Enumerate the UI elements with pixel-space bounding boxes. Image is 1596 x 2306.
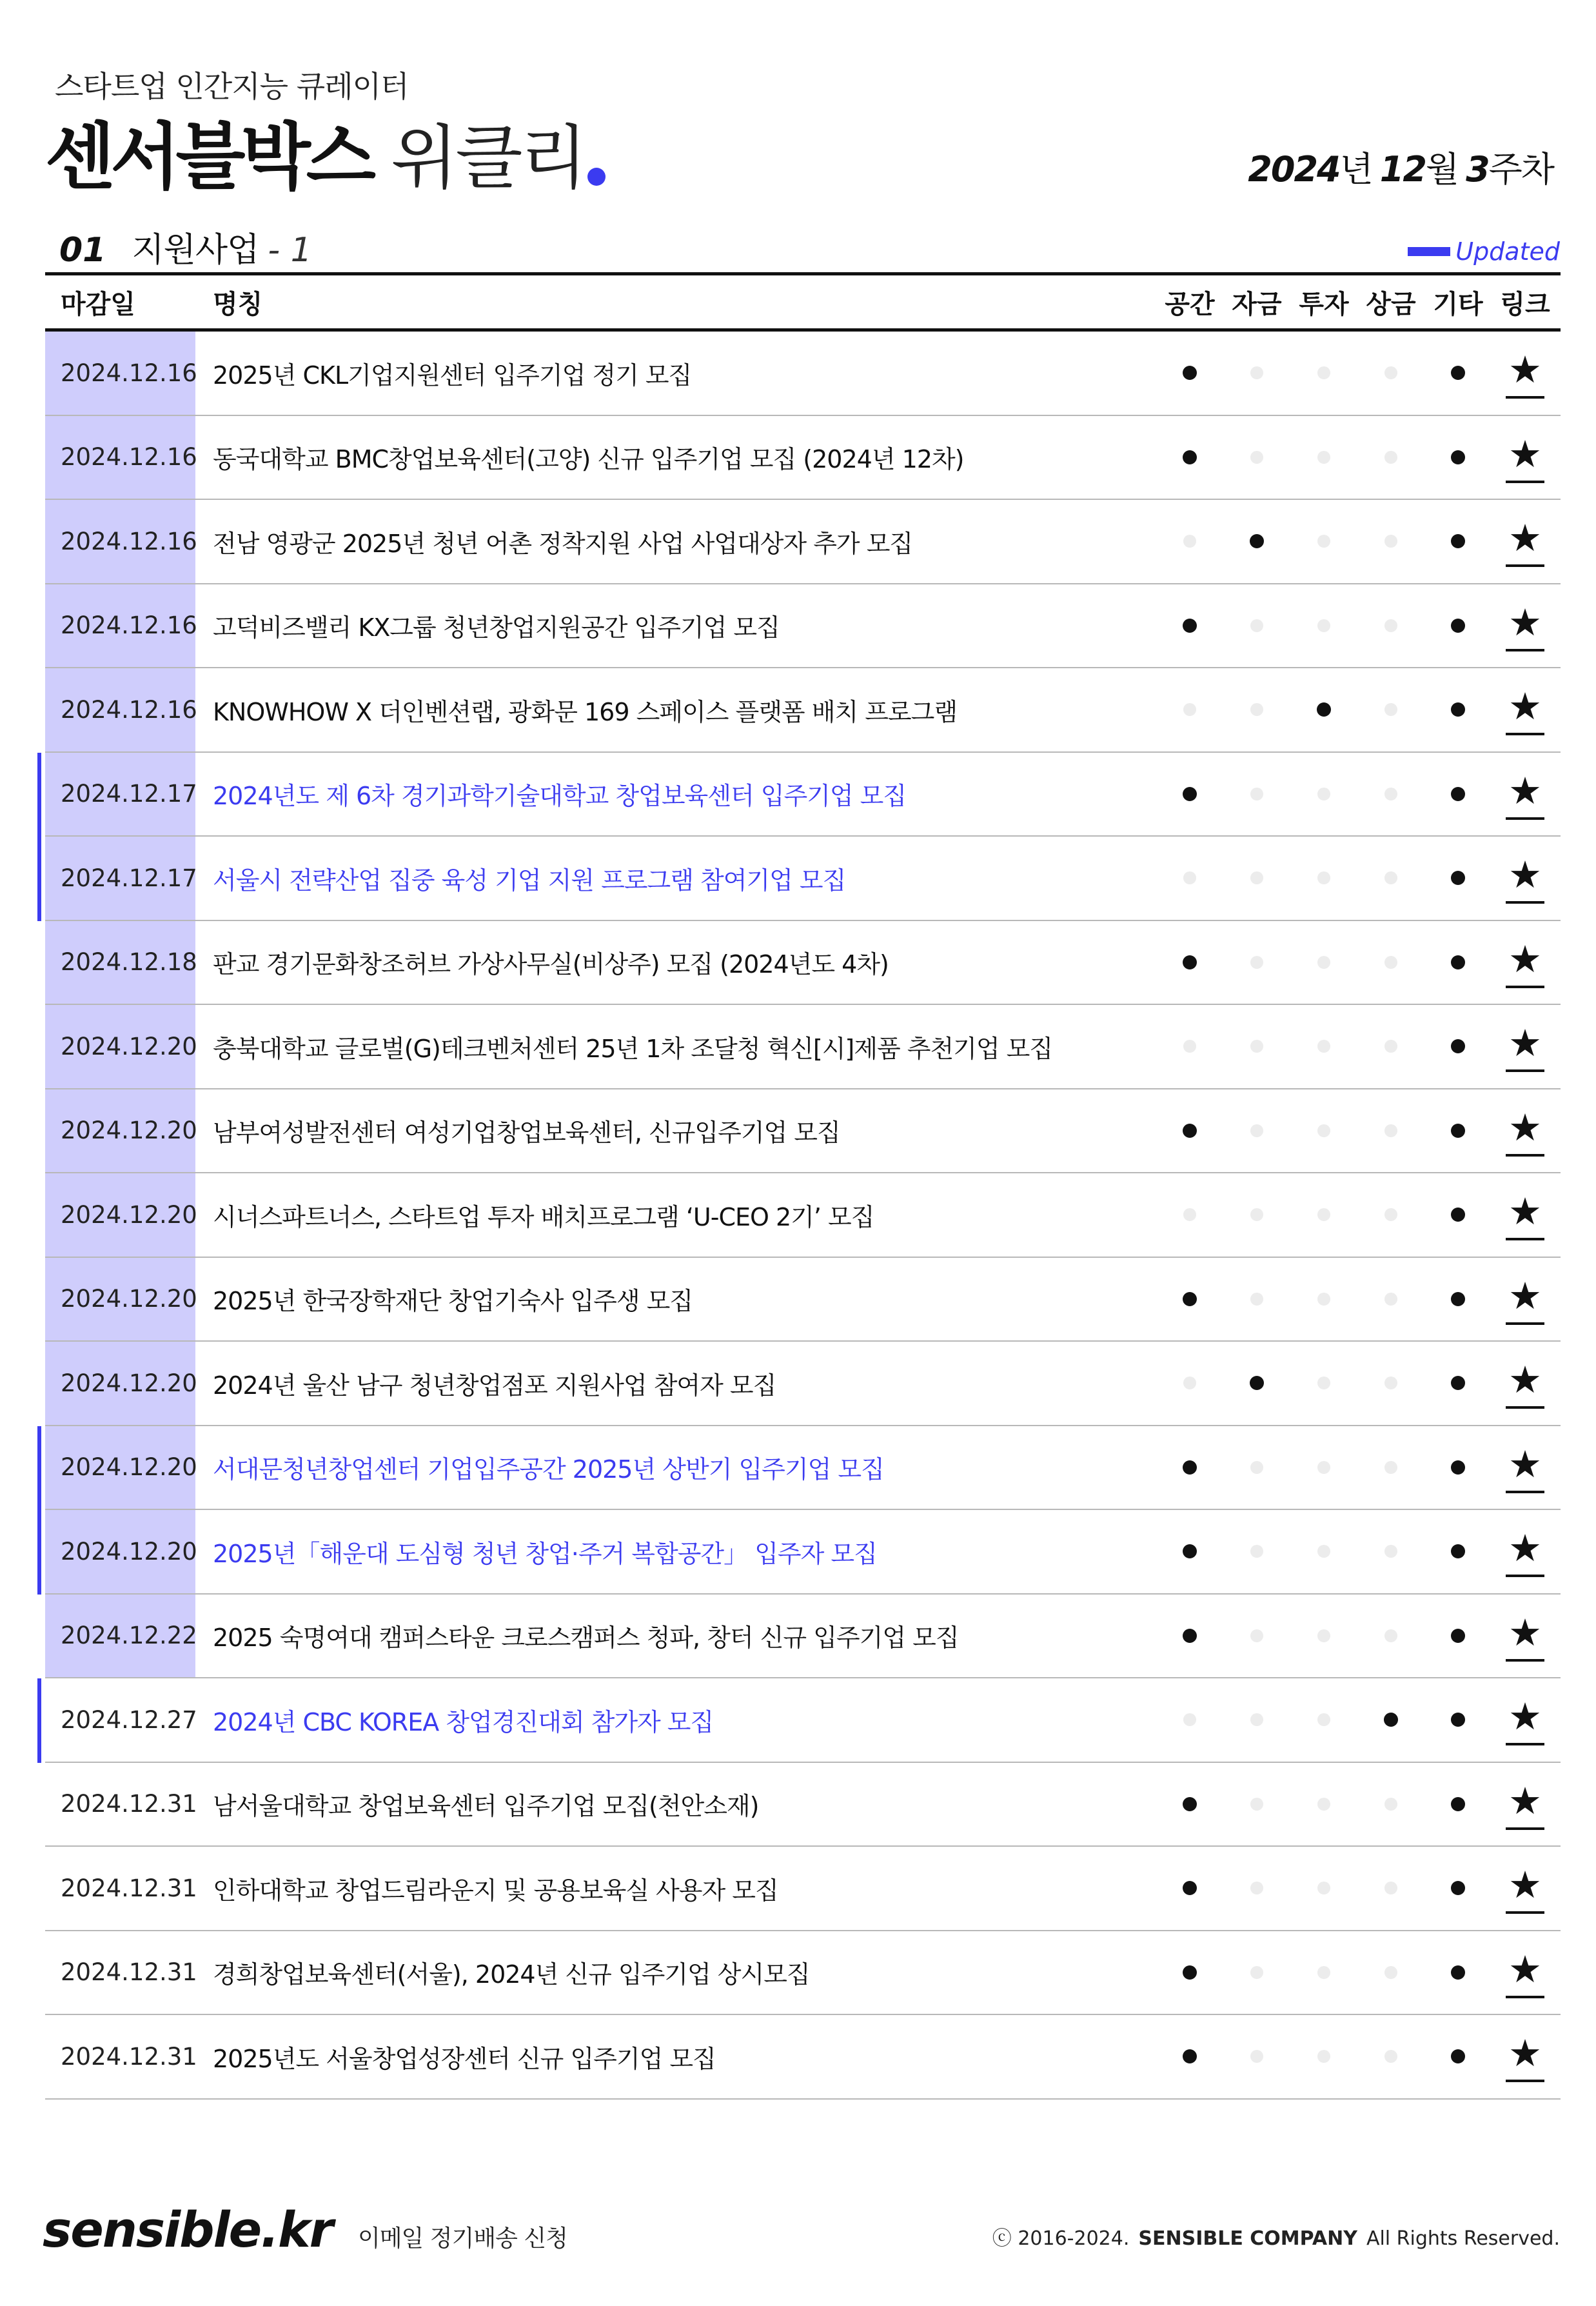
link-star-icon[interactable]: ★ xyxy=(1506,1020,1544,1072)
prize-empty-dot-icon xyxy=(1384,1461,1397,1474)
row-program-name: 2025 숙명여대 캠퍼스타운 크로스캠퍼스 청파, 창터 신규 입주기업 모집 xyxy=(213,1624,959,1653)
invest-empty-dot-icon xyxy=(1317,1966,1330,1979)
row-deadline: 2024.12.16 xyxy=(45,668,195,751)
fund-empty-dot-icon xyxy=(1250,1882,1263,1894)
row-deadline: 2024.12.16 xyxy=(45,416,195,499)
week-number: 3 xyxy=(1466,149,1489,190)
prize-empty-dot-icon xyxy=(1384,366,1397,379)
title-dot-icon xyxy=(587,168,606,186)
title-bold-text: 센서블박스 xyxy=(45,115,371,199)
space-empty-dot-icon xyxy=(1183,1713,1196,1726)
etc-filled-dot-icon xyxy=(1451,2049,1465,2063)
week-year-unit: 년 xyxy=(1339,149,1372,190)
row-program-name: 판교 경기문화창조허브 가상사무실(비상주) 모집 (2024년도 4차) xyxy=(213,950,889,979)
row-program-name: 2024년 CBC KOREA 창업경진대회 참가자 모집 xyxy=(213,1707,714,1736)
invest-empty-dot-icon xyxy=(1317,1040,1330,1053)
link-star-icon[interactable]: ★ xyxy=(1506,1273,1544,1325)
table-row xyxy=(45,2015,1561,2100)
fund-empty-dot-icon xyxy=(1250,1293,1263,1306)
etc-filled-dot-icon xyxy=(1451,702,1465,717)
etc-filled-dot-icon xyxy=(1451,787,1465,801)
row-deadline: 2024.12.22 xyxy=(45,1595,195,1678)
updated-marker xyxy=(37,837,41,921)
row-program-name: 전남 영광군 2025년 청년 어촌 정착지원 사업 사업대상자 추가 모집 xyxy=(213,529,913,558)
prize-empty-dot-icon xyxy=(1384,1293,1397,1306)
week-label xyxy=(1248,142,1553,192)
row-program-name: 2025년도 서울창업성장센터 신규 입주기업 모집 xyxy=(213,2044,716,2073)
prize-empty-dot-icon xyxy=(1384,1545,1397,1558)
space-filled-dot-icon xyxy=(1183,1124,1197,1138)
etc-filled-dot-icon xyxy=(1451,534,1465,548)
invest-empty-dot-icon xyxy=(1317,451,1330,464)
footer-logo[interactable]: sensible.kr xyxy=(43,2201,333,2258)
table-body xyxy=(45,332,1561,2100)
col-space: 공간 xyxy=(1165,289,1215,319)
row-program-name: 2024년도 제 6차 경기과학기술대학교 창업보육센터 입주기업 모집 xyxy=(213,782,907,811)
fund-empty-dot-icon xyxy=(1250,2050,1263,2063)
row-program-name: 서울시 전략산업 집중 육성 기업 지원 프로그램 참여기업 모집 xyxy=(213,866,846,895)
table-row xyxy=(45,1342,1561,1426)
fund-filled-dot-icon xyxy=(1250,534,1264,548)
prize-empty-dot-icon xyxy=(1384,451,1397,464)
row-program-name: 충북대학교 글로벌(G)테크벤처센터 25년 1차 조달청 혁신[시]제품 추천기업 모집 xyxy=(213,1034,1053,1063)
table-row xyxy=(45,837,1561,921)
table-row xyxy=(45,1089,1561,1174)
link-star-icon[interactable]: ★ xyxy=(1506,1694,1544,1745)
week-year: 2024 xyxy=(1248,149,1340,190)
invest-empty-dot-icon xyxy=(1317,1798,1330,1811)
table-row xyxy=(45,1763,1561,1847)
link-star-icon[interactable]: ★ xyxy=(1506,432,1544,483)
week-month-unit: 월 xyxy=(1425,149,1459,190)
invest-empty-dot-icon xyxy=(1317,871,1330,884)
space-empty-dot-icon xyxy=(1183,535,1196,548)
link-star-icon[interactable]: ★ xyxy=(1506,768,1544,820)
etc-filled-dot-icon xyxy=(1451,619,1465,633)
table-row xyxy=(45,1678,1561,1763)
section-name: 지원사업 xyxy=(132,231,259,270)
fund-empty-dot-icon xyxy=(1250,871,1263,884)
space-empty-dot-icon xyxy=(1183,703,1196,716)
table-row xyxy=(45,1847,1561,1931)
invest-empty-dot-icon xyxy=(1317,1545,1330,1558)
row-program-name: 동국대학교 BMC창업보육센터(고양) 신규 입주기업 모집 (2024년 12차) xyxy=(213,445,964,474)
invest-empty-dot-icon xyxy=(1317,1882,1330,1894)
invest-empty-dot-icon xyxy=(1317,1293,1330,1306)
copyright-company: SENSIBLE COMPANY xyxy=(1138,2227,1357,2250)
etc-filled-dot-icon xyxy=(1451,1881,1465,1895)
fund-empty-dot-icon xyxy=(1250,1798,1263,1811)
prize-empty-dot-icon xyxy=(1384,535,1397,548)
copyright-prefix: ⓒ 2016-2024. xyxy=(992,2227,1130,2250)
row-deadline: 2024.12.31 xyxy=(61,1790,197,1818)
week-month: 12 xyxy=(1379,149,1426,190)
link-star-icon[interactable]: ★ xyxy=(1506,1526,1544,1577)
fund-empty-dot-icon xyxy=(1250,619,1263,632)
space-filled-dot-icon xyxy=(1183,1460,1197,1475)
link-star-icon[interactable]: ★ xyxy=(1506,852,1544,904)
row-program-name: 남서울대학교 창업보육센터 입주기업 모집(천안소재) xyxy=(213,1792,759,1821)
link-star-icon[interactable]: ★ xyxy=(1506,2031,1544,2082)
updated-swatch xyxy=(1408,247,1450,256)
prize-empty-dot-icon xyxy=(1384,1882,1397,1894)
col-prize: 상금 xyxy=(1366,289,1416,319)
invest-empty-dot-icon xyxy=(1317,1713,1330,1726)
etc-filled-dot-icon xyxy=(1451,366,1465,380)
row-program-name: 고덕비즈밸리 KX그룹 청년창업지원공간 입주기업 모집 xyxy=(213,613,780,642)
row-program-name: 서대문청년창업센터 기업입주공간 2025년 상반기 입주기업 모집 xyxy=(213,1455,884,1484)
fund-empty-dot-icon xyxy=(1250,451,1263,464)
prize-empty-dot-icon xyxy=(1384,1208,1397,1221)
etc-filled-dot-icon xyxy=(1451,1292,1465,1306)
space-filled-dot-icon xyxy=(1183,1544,1197,1558)
invest-empty-dot-icon xyxy=(1317,1377,1330,1389)
table-row xyxy=(45,753,1561,837)
table-row xyxy=(45,921,1561,1006)
subscribe-link[interactable]: 이메일 정기배송 신청 xyxy=(358,2225,567,2252)
space-empty-dot-icon xyxy=(1183,871,1196,884)
etc-filled-dot-icon xyxy=(1451,1039,1465,1053)
prize-empty-dot-icon xyxy=(1384,2050,1397,2063)
row-deadline: 2024.12.20 xyxy=(45,1342,195,1425)
table-row xyxy=(45,668,1561,753)
etc-filled-dot-icon xyxy=(1451,1376,1465,1390)
row-program-name: 남부여성발전센터 여성기업창업보육센터, 신규입주기업 모집 xyxy=(213,1118,840,1148)
row-deadline: 2024.12.31 xyxy=(61,1958,197,1987)
fund-empty-dot-icon xyxy=(1250,1545,1263,1558)
table-row xyxy=(45,1005,1561,1089)
fund-empty-dot-icon xyxy=(1250,1124,1263,1137)
table-row xyxy=(45,1931,1561,2016)
space-filled-dot-icon xyxy=(1183,1797,1197,1811)
programs-table xyxy=(45,272,1561,2100)
row-deadline: 2024.12.16 xyxy=(45,584,195,668)
col-fund: 자금 xyxy=(1232,289,1282,319)
etc-filled-dot-icon xyxy=(1451,1544,1465,1558)
invest-filled-dot-icon xyxy=(1317,702,1331,717)
etc-filled-dot-icon xyxy=(1451,1629,1465,1643)
row-program-name: KNOWHOW X 더인벤션랩, 광화문 169 스페이스 플랫폼 배치 프로그램 xyxy=(213,697,958,726)
invest-empty-dot-icon xyxy=(1317,366,1330,379)
invest-empty-dot-icon xyxy=(1317,1461,1330,1474)
table-row xyxy=(45,332,1561,416)
row-program-name: 2024년 울산 남구 청년창업점포 지원사업 참여자 모집 xyxy=(213,1371,776,1400)
updated-legend xyxy=(1408,237,1560,266)
space-empty-dot-icon xyxy=(1183,1377,1196,1389)
link-star-icon[interactable]: ★ xyxy=(1506,1947,1544,1998)
prize-empty-dot-icon xyxy=(1384,956,1397,969)
col-invest: 투자 xyxy=(1299,289,1349,319)
space-empty-dot-icon xyxy=(1183,1040,1196,1053)
space-filled-dot-icon xyxy=(1183,787,1197,801)
etc-filled-dot-icon xyxy=(1451,1713,1465,1727)
prize-empty-dot-icon xyxy=(1384,1377,1397,1389)
invest-empty-dot-icon xyxy=(1317,1208,1330,1221)
link-star-icon[interactable]: ★ xyxy=(1506,1778,1544,1830)
header-subtitle: 스타트업 인간지능 큐레이터 xyxy=(55,69,409,104)
copyright-rights: All Rights Reserved. xyxy=(1366,2227,1560,2250)
row-deadline: 2024.12.20 xyxy=(45,1089,195,1173)
space-filled-dot-icon xyxy=(1183,955,1197,969)
space-filled-dot-icon xyxy=(1183,1881,1197,1895)
row-deadline: 2024.12.16 xyxy=(45,500,195,583)
updated-marker xyxy=(37,1678,41,1763)
prize-empty-dot-icon xyxy=(1384,788,1397,800)
section-part: - 1 xyxy=(268,231,312,270)
row-program-name: 경희창업보육센터(서울), 2024년 신규 입주기업 상시모집 xyxy=(213,1960,810,1989)
invest-empty-dot-icon xyxy=(1317,535,1330,548)
etc-filled-dot-icon xyxy=(1451,955,1465,969)
etc-filled-dot-icon xyxy=(1451,871,1465,885)
invest-empty-dot-icon xyxy=(1317,788,1330,800)
link-star-icon[interactable]: ★ xyxy=(1506,1610,1544,1662)
invest-empty-dot-icon xyxy=(1317,1629,1330,1642)
prize-empty-dot-icon xyxy=(1384,619,1397,632)
prize-empty-dot-icon xyxy=(1384,703,1397,716)
col-etc: 기타 xyxy=(1433,289,1483,319)
row-deadline: 2024.12.27 xyxy=(61,1705,197,1734)
table-row xyxy=(45,1595,1561,1679)
link-star-icon[interactable]: ★ xyxy=(1506,937,1544,988)
header-title xyxy=(45,110,606,199)
prize-empty-dot-icon xyxy=(1384,1124,1397,1137)
row-deadline: 2024.12.31 xyxy=(61,2042,197,2071)
fund-empty-dot-icon xyxy=(1250,1629,1263,1642)
fund-empty-dot-icon xyxy=(1250,788,1263,800)
prize-empty-dot-icon xyxy=(1384,1798,1397,1811)
etc-filled-dot-icon xyxy=(1451,1965,1465,1980)
link-star-icon[interactable]: ★ xyxy=(1506,1442,1544,1493)
fund-empty-dot-icon xyxy=(1250,366,1263,379)
table-row xyxy=(45,584,1561,669)
table-row xyxy=(45,500,1561,584)
space-filled-dot-icon xyxy=(1183,1965,1197,1980)
table-row xyxy=(45,1426,1561,1511)
row-program-name: 2025년「해운대 도심형 청년 창업·주거 복합공간」 입주자 모집 xyxy=(213,1539,877,1568)
space-filled-dot-icon xyxy=(1183,1629,1197,1643)
section-heading xyxy=(59,223,312,271)
row-program-name: 2025년 CKL기업지원센터 입주기업 정기 모집 xyxy=(213,361,692,390)
row-deadline: 2024.12.20 xyxy=(45,1258,195,1341)
link-star-icon[interactable]: ★ xyxy=(1506,1862,1544,1914)
title-light-text: 위클리 xyxy=(390,118,585,199)
col-name: 명칭 xyxy=(213,289,263,319)
space-filled-dot-icon xyxy=(1183,2049,1197,2063)
row-deadline: 2024.12.16 xyxy=(45,332,195,415)
prize-filled-dot-icon xyxy=(1384,1713,1398,1727)
row-deadline: 2024.12.17 xyxy=(45,837,195,920)
link-star-icon[interactable]: ★ xyxy=(1506,1189,1544,1240)
space-filled-dot-icon xyxy=(1183,1292,1197,1306)
row-deadline: 2024.12.18 xyxy=(45,921,195,1004)
row-deadline: 2024.12.20 xyxy=(45,1510,195,1593)
updated-marker xyxy=(37,1426,41,1511)
fund-empty-dot-icon xyxy=(1250,1040,1263,1053)
link-star-icon[interactable]: ★ xyxy=(1506,1105,1544,1157)
fund-empty-dot-icon xyxy=(1250,956,1263,969)
updated-marker xyxy=(37,1510,41,1595)
fund-empty-dot-icon xyxy=(1250,703,1263,716)
link-star-icon[interactable]: ★ xyxy=(1506,684,1544,735)
table-row xyxy=(45,1258,1561,1342)
table-row xyxy=(45,1510,1561,1595)
link-star-icon[interactable]: ★ xyxy=(1506,1357,1544,1409)
table-row xyxy=(45,416,1561,501)
etc-filled-dot-icon xyxy=(1451,450,1465,464)
invest-empty-dot-icon xyxy=(1317,2050,1330,2063)
etc-filled-dot-icon xyxy=(1451,1797,1465,1811)
copyright xyxy=(992,2222,1560,2251)
space-empty-dot-icon xyxy=(1183,1208,1196,1221)
fund-empty-dot-icon xyxy=(1250,1966,1263,1979)
col-link: 링크 xyxy=(1500,289,1550,319)
row-program-name: 2025년 한국장학재단 창업기숙사 입주생 모집 xyxy=(213,1287,693,1316)
row-deadline: 2024.12.20 xyxy=(45,1426,195,1509)
link-star-icon[interactable]: ★ xyxy=(1506,515,1544,567)
space-filled-dot-icon xyxy=(1183,450,1197,464)
fund-empty-dot-icon xyxy=(1250,1208,1263,1221)
prize-empty-dot-icon xyxy=(1384,1629,1397,1642)
table-row xyxy=(45,1173,1561,1258)
space-filled-dot-icon xyxy=(1183,619,1197,633)
etc-filled-dot-icon xyxy=(1451,1460,1465,1475)
prize-empty-dot-icon xyxy=(1384,1966,1397,1979)
week-number-unit: 주차 xyxy=(1488,149,1553,190)
row-deadline: 2024.12.17 xyxy=(45,753,195,836)
space-filled-dot-icon xyxy=(1183,366,1197,380)
row-deadline: 2024.12.31 xyxy=(61,1874,197,1902)
fund-filled-dot-icon xyxy=(1250,1376,1264,1390)
fund-empty-dot-icon xyxy=(1250,1461,1263,1474)
row-deadline: 2024.12.20 xyxy=(45,1005,195,1088)
prize-empty-dot-icon xyxy=(1384,1040,1397,1053)
invest-empty-dot-icon xyxy=(1317,956,1330,969)
fund-empty-dot-icon xyxy=(1250,1713,1263,1726)
row-program-name: 인하대학교 창업드림라운지 및 공용보육실 사용자 모집 xyxy=(213,1876,778,1905)
col-deadline: 마감일 xyxy=(61,289,135,319)
prize-empty-dot-icon xyxy=(1384,871,1397,884)
invest-empty-dot-icon xyxy=(1317,619,1330,632)
invest-empty-dot-icon xyxy=(1317,1124,1330,1137)
updated-marker xyxy=(37,753,41,837)
updated-legend-label: Updated xyxy=(1455,237,1560,266)
row-program-name: 시너스파트너스, 스타트업 투자 배치프로그램 ‘U-CEO 2기’ 모집 xyxy=(213,1202,874,1231)
link-star-icon[interactable]: ★ xyxy=(1506,600,1544,651)
row-deadline: 2024.12.20 xyxy=(45,1173,195,1257)
section-number: 01 xyxy=(59,231,106,270)
table-header xyxy=(45,272,1561,332)
link-star-icon[interactable]: ★ xyxy=(1506,347,1544,399)
etc-filled-dot-icon xyxy=(1451,1208,1465,1222)
etc-filled-dot-icon xyxy=(1451,1124,1465,1138)
